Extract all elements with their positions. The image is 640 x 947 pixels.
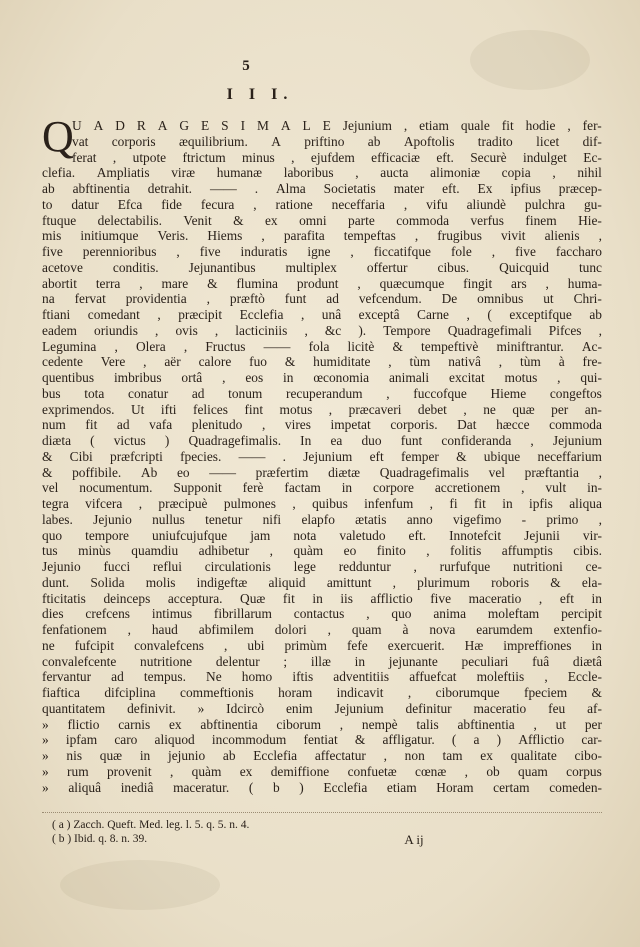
text-line: five perennioribus , five induratis igne , ficcatifque fole , five faccharo (42, 244, 602, 259)
text-line: U A D R A G E S I M A L E Jejunium , etiam quale fit hodie , fer- (72, 118, 602, 133)
text-line: bus tota conatur ad tonum recuperandum , fuccofque Hieme congeftos (42, 385, 602, 401)
text-line: mis initiumque Veris. Hiems , parafita tempeftas , frugibus vivit alienis , (42, 228, 602, 244)
text-line: quentibus imbribus ortâ , eos in œconomia animali excitat motus , qui- (42, 370, 602, 385)
paper-stain (60, 860, 220, 910)
text-line: ab abftinentia detrahit. —— . Alma Societatis mater eft. Ex ipfius præcep- (42, 181, 602, 196)
text-line: diæta ( victus ) Quadragefimalis. In ea duo funt confideranda , Jejunium (42, 433, 602, 448)
signature-mark: A ij (404, 832, 424, 847)
text-line: quo tempore uniufcujufque jam nota valetudo eft. Innotefcit Jejunii vir- (42, 527, 602, 543)
text-line: num fit ad vafa plenitudo , vires impetat corporis. Dat hæcce commoda (42, 417, 602, 433)
text-line: na fervat providentia , præftò funt ad vefcendum. De omnibus ut Chri- (42, 291, 602, 307)
text-line: Legumina , Olera , Fructus —— fola licitè & tempeftivè miniftrantur. Ac- (42, 338, 602, 354)
footnote-rule (42, 812, 602, 813)
text-line: » aliquâ inediâ maceratur. ( b ) Ecclefia etiam Horam certam comeden- (42, 779, 602, 795)
text-line: fticitatis deinceps acceptura. Quæ fit in iis afflictio five maceratio , eft in (42, 590, 602, 606)
text-line: Jejunio fucci reflui circulationis lege redduntur , rurfufque nutritioni ce- (42, 559, 602, 574)
text-line: fenfationem , haud abfimilem dolori , quam à nova earumdem extenfio- (42, 622, 602, 637)
text-line: » flictio carnis ex abftinentia ciborum , nempè talis abftinentia , ut per (42, 716, 602, 732)
text-line: cedente Vere , aër calore fuo & humiditate , tùm nativâ , tùm à fre- (42, 354, 602, 370)
text-line: acetove conditis. Jejunantibus multiplex offertur cibus. Quicquid tunc (42, 259, 602, 275)
text-line: » nis quæ in jejunio ab Ecclefia affectatur , non tam ex qualitate cibo- (42, 748, 602, 763)
page-number: 5 (242, 58, 250, 74)
text-line: fervantur ad tempus. Ne homo iftis adventitiis affuefcat moleftiis , Eccle- (42, 669, 602, 685)
paper-stain (470, 30, 590, 90)
text-line: & Cibi præfcripti fpecies. —— . Jejunium eft femper & ubique neceffarium (42, 448, 602, 464)
drop-cap: Q (42, 112, 74, 161)
text-line: eadem oriundis , ovis , lacticiniis , &c ). Tempore Quadragefimali Pifces , (42, 322, 602, 338)
footnote-b: ( b ) Ibid. q. 8. n. 39. (52, 833, 148, 845)
text-line: » rum provenit , quàm ex demiffione confuetæ cœnæ , ob quam corpus (42, 763, 602, 779)
text-line: » ipfam caro aliquod incommodum fentiat & affligatur. ( a ) Afflictio car- (42, 732, 602, 748)
text-line: abortit terra , mare & flumina produnt , quæcumque fingit ars , huma- (42, 275, 602, 291)
text-line: ftiani comedant , præcipit Ecclefia , unâ exceptâ Carne , ( exceptifque ab (42, 307, 602, 322)
text-line: exprimendos. Ut ifti felices fint motus , præcaveri debet , ne quæ per an- (42, 401, 602, 417)
body-text (42, 112, 602, 795)
text-line: ftuque delectabilis. Venit & ex omni parte commoda verfus finem Hie- (42, 212, 602, 228)
text-line: clefia. Ampliatis viræ humanæ laboribus , aucta alimoniæ copia , nihil (42, 165, 602, 181)
section-heading: I I I. (226, 86, 294, 103)
text-line: quantitatem definivit. » Idcircò enim Jejunium definitur maceratio feu af- (42, 700, 602, 716)
text-line: tegra vifcera , præcipuè pulmones , quibus infenfum , fi fit in ipfis aliqua (42, 496, 602, 511)
text-line: fiaftica difciplina commeftionis horam indicavit , ciborumque fpeciem & (42, 685, 602, 700)
text-line: & poffibile. Ab eo —— præfertim diætæ Quadragefimalis vel præftantia , (42, 464, 602, 480)
footnotes (52, 818, 392, 846)
text-line: tus minùs quamdiu adhibetur , quàm eo finito , folitis affumptis cibis. (42, 543, 602, 559)
text-line: vat corporis æquilibrium. A priftino ab Apoftolis tradito licet dif- (72, 133, 602, 149)
text-line: to datur Efca fide fecura , ratione neceffaria , vifu aliundè pulchra gu- (42, 196, 602, 212)
text-line: vel nocumentum. Supponit ferè factam in corpore accretionem , vult in- (42, 480, 602, 496)
text-line: convalefcente nutritione delentur ; illæ in jejunante peculiari fuâ diætâ (42, 653, 602, 669)
text-line: labes. Jejunio nullus tenetur nifi elapfo ætatis anno vigefimo - primo , (42, 511, 602, 527)
text-line: ferat , utpote ftrictum minus , ejufdem efficaciæ eft. Securè indulget Ec- (72, 149, 602, 165)
text-line: dunt. Solida molis indigeftæ aliquid amittunt , plurimum roboris & ela- (42, 574, 602, 590)
text-line: dies crefcens intimus fibrillarum contactus , quo anima moleftam percipit (42, 606, 602, 622)
text-line: ne fufcipit convalefcens , ubi primùm fefe exercuerit. Hæ impreffiones in (42, 637, 602, 653)
footnote-a: ( a ) Zacch. Queft. Med. leg. l. 5. q. 5. n. 4. (52, 819, 250, 831)
